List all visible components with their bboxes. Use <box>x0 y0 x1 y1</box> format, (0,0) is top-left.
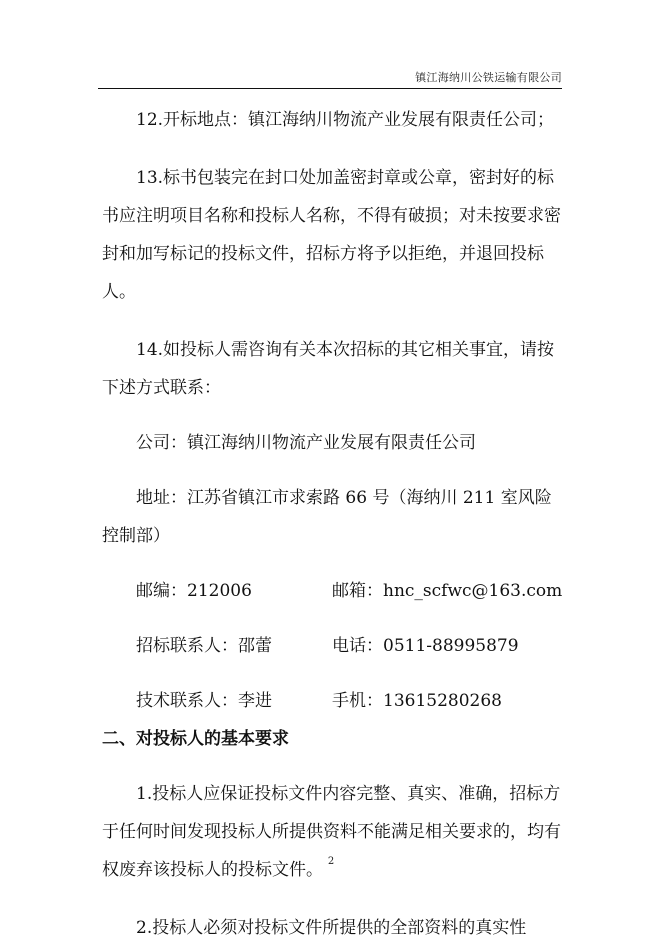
contact-row-postcode-email <box>102 572 564 610</box>
contact-company: 公司：镇江海纳川物流产业发展有限责任公司 <box>136 433 476 453</box>
item-12-bid-opening-location: 12.开标地点：镇江海纳川物流产业发展有限责任公司； <box>136 110 555 130</box>
document-body <box>102 101 564 947</box>
contact-tech-contact: 技术联系人：李进 <box>136 691 272 711</box>
contact-row-tech-contact-mobile <box>102 682 564 720</box>
contact-phone: 电话：0511-88995879 <box>332 636 519 656</box>
header-company-name: 镇江海纳川公铁运输有限公司 <box>415 71 562 84</box>
contact-postcode: 邮编：212006 <box>136 581 252 601</box>
page-number: 2 <box>327 856 335 867</box>
contact-bid-contact: 招标联系人：邵蕾 <box>136 636 272 656</box>
section-2-heading: 二、对投标人的基本要求 <box>102 729 289 749</box>
contact-mobile: 手机：13615280268 <box>332 691 502 711</box>
contact-address: 地址：江苏省镇江市求索路 66 号（海纳川 211 室风险控制部） <box>102 488 552 546</box>
item-13-bid-sealing: 13.标书包装完在封口处加盖密封章或公章，密封好的标书应注明项目名称和投标人名称，不得有破损；对未按要求密封和加写标记的投标文件，招标方将予以拒绝，并退回投标人。 <box>102 168 561 302</box>
requirement-2: 2.投标人必须对投标文件所提供的全部资料的真实性 <box>136 918 527 938</box>
header-divider <box>98 88 562 89</box>
item-14-inquiry: 14.如投标人需咨询有关本次招标的其它相关事宜，请按下述方式联系： <box>102 340 555 398</box>
contact-email: 邮箱：hnc_scfwc@163.com <box>332 581 563 601</box>
contact-row-bid-contact-phone <box>102 627 564 665</box>
requirement-1: 1.投标人应保证投标文件内容完整、真实、准确，招标方于任何时间发现投标人所提供资料不能满足相关要求的，均有权废弃该投标人的投标文件。 <box>102 784 561 880</box>
